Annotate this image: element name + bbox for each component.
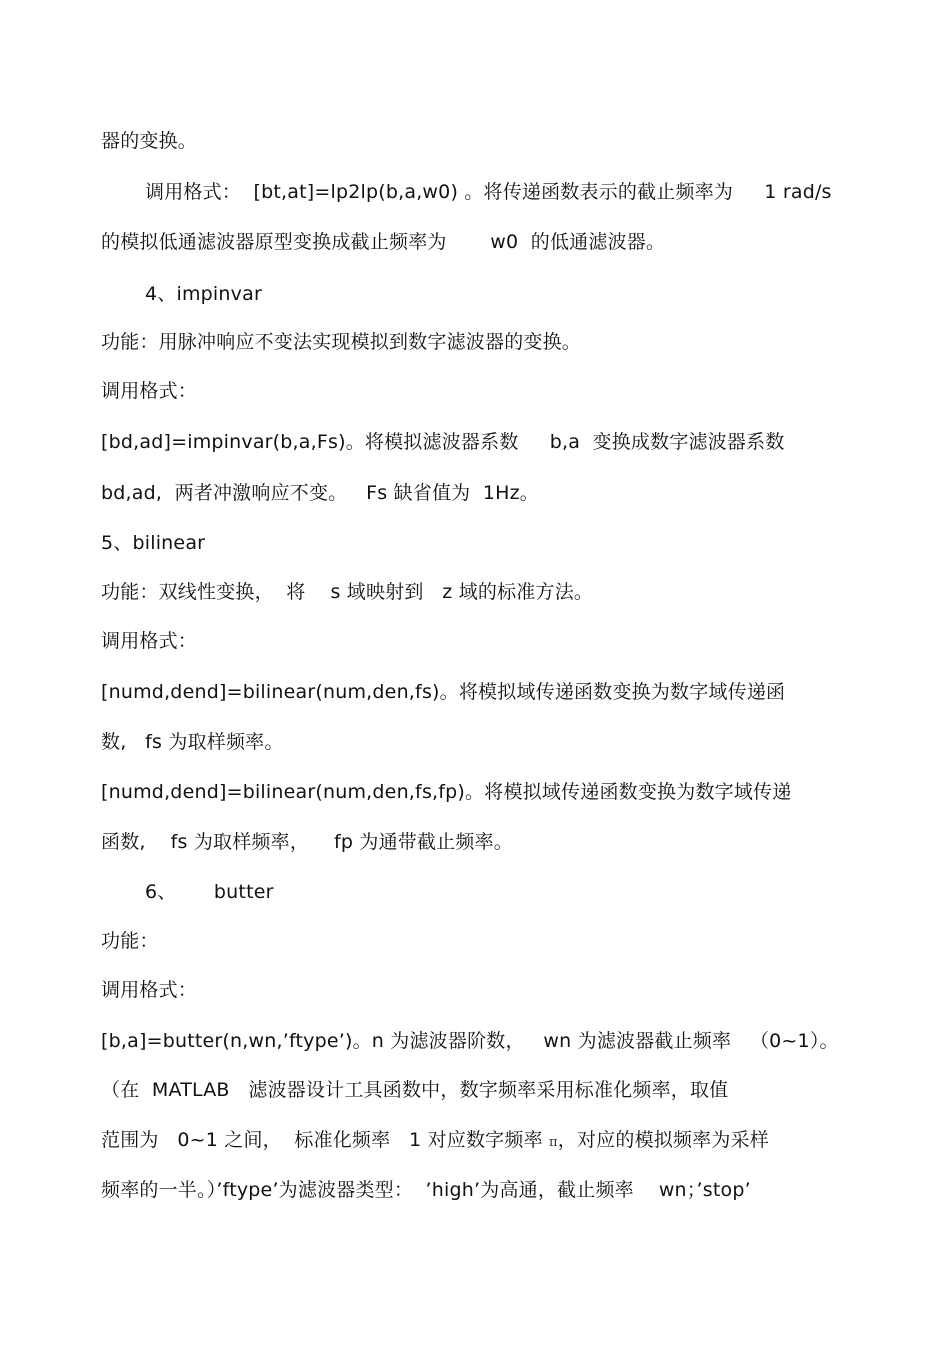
section-heading-bilinear: 5、bilinear [101, 532, 206, 554]
text-line: [numd,dend]=bilinear(num,den,fs,fp)。将模拟域传递函数变换为数字域传递 [101, 781, 792, 803]
text-line: 功能： [101, 930, 159, 952]
text-line: 调用格式： [101, 380, 198, 402]
section-heading-butter: 6、 butter [145, 881, 274, 903]
text-line [101, 1127, 769, 1156]
pi-symbol: π [549, 1135, 558, 1150]
text-line: [bd,ad]=impinvar(b,a,Fs)。将模拟滤波器系数 b,a 变换成数字滤波器系数 [101, 431, 785, 453]
text-line: 功能：用脉冲响应不变法实现模拟到数字滤波器的变换。 [101, 331, 582, 353]
section-heading-impinvar: 4、impinvar [145, 283, 262, 305]
text-segment: 范围为 0~1 之间， 标准化频率 1 对应数字频率 [101, 1129, 550, 1151]
text-line: 函数, fs 为取样频率， fp 为通带截止频率。 [101, 831, 513, 853]
text-line: 调用格式： [bt,at]=lp2lp(b,a,w0) 。将传递函数表示的截止频率为 1 rad/s [145, 181, 832, 203]
text-line: 的模拟低通滤波器原型变换成截止频率为 w0 的低通滤波器。 [101, 231, 666, 253]
text-line: 调用格式： [101, 979, 198, 1001]
text-line: 频率的一半。）’ftype’为滤波器类型： ’high’为高通，截止频率 wn；’stop’ [101, 1179, 751, 1201]
text-line: 功能：双线性变换， 将 s 域映射到 z 域的标准方法。 [101, 581, 594, 603]
text-line: 器的变换。 [101, 130, 198, 152]
text-line: 调用格式： [101, 630, 198, 652]
text-line: （在 MATLAB 滤波器设计工具函数中，数字频率采用标准化频率，取值 [101, 1079, 729, 1101]
text-line: [numd,dend]=bilinear(num,den,fs)。将模拟域传递函数变换为数字域传递函 [101, 681, 786, 703]
text-line: bd,ad, 两者冲激响应不变。 Fs 缺省值为 1Hz。 [101, 482, 539, 504]
text-segment: ，对应的模拟频率为采样 [557, 1129, 769, 1151]
text-line: 数, fs 为取样频率。 [101, 731, 284, 753]
text-line: [b,a]=butter(n,wn,’ftype’)。n 为滤波器阶数， wn 为滤波器截止频率 （0~1）。 [101, 1030, 839, 1052]
